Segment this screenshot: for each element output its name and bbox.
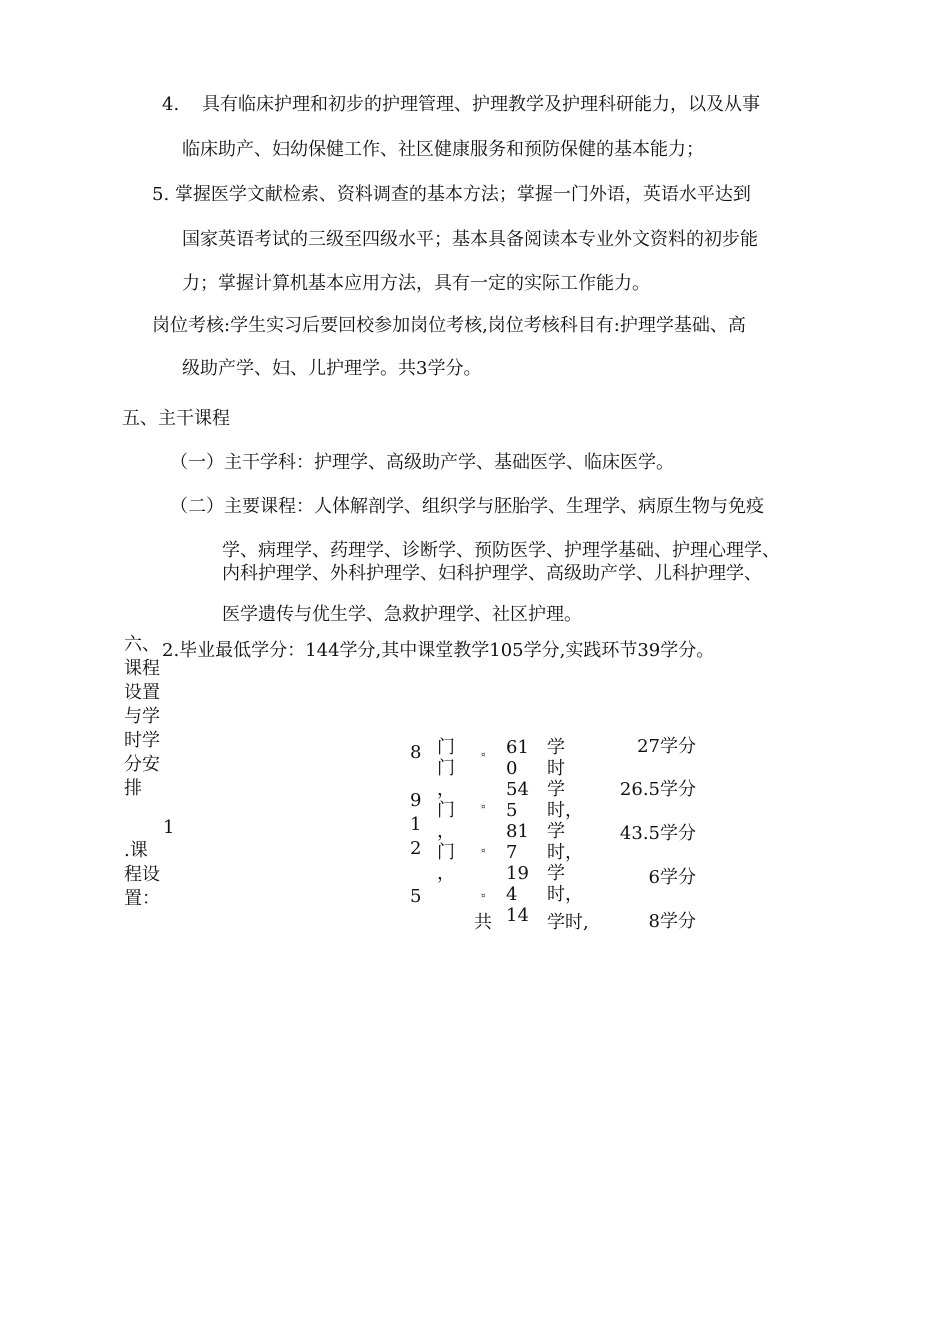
- section5-sub2-line3: 内科护理学、外科护理学、妇科护理学、高级助产学、儿科护理学、: [222, 563, 762, 584]
- course-time-unit-column: 学 时 学 时， 学 时， 学 时，: [547, 737, 583, 905]
- total-unit: 学时,: [547, 912, 589, 933]
- req5-line3: 力；掌握计算机基本应用方法，具有一定的实际工作能力。: [182, 273, 650, 294]
- exam-line1: 岗位考核:学生实习后要回校参加岗位考核,岗位考核科目有:护理学基础、高: [152, 315, 746, 336]
- credits-row-2: 26.5学分: [619, 779, 696, 800]
- section5-sub1: （一）主干学科：护理学、高级助产学、基础医学、临床医学。: [170, 452, 674, 473]
- dot-mark: ¤: [481, 892, 486, 900]
- credits-row-1: 27学分: [637, 736, 696, 757]
- exam-line2: 级助产学、妇、儿护理学。共3学分。: [182, 358, 482, 379]
- section6-title-vertical: 六、 课程 设置 与学 时学 分安 排: [124, 634, 160, 799]
- section6-sub1-label: .课 程设 置：: [124, 840, 160, 909]
- req5-line2: 国家英语考试的三级至四级水平；基本具备阅读本专业外文资料的初步能: [182, 229, 758, 250]
- section6-sub1-number: 1: [163, 817, 175, 838]
- section5-title: 五、主干课程: [122, 408, 230, 429]
- course-counts-column: 8 9 1 2 5: [410, 742, 422, 907]
- dot-mark: ¤: [481, 803, 486, 811]
- section5-sub2-line1: （二）主要课程：人体解剖学、组织学与胚胎学、生理学、病原生物与免疫: [170, 496, 764, 517]
- dot-mark: ¤: [481, 751, 486, 759]
- req4-number: 4.: [162, 94, 180, 115]
- req5-line1: 5. 掌握医学文献检索、资料调查的基本方法；掌握一门外语，英语水平达到: [152, 184, 751, 205]
- course-unit-column: 门 门 ， 门 ， 门 ，: [437, 737, 455, 884]
- req4-line2: 临床助产、妇幼保健工作、社区健康服务和预防保健的基本能力；: [182, 139, 704, 160]
- section6-graduation-credits: 2.毕业最低学分：144学分,其中课堂教学105学分,实践环节39学分。: [162, 640, 715, 661]
- section5-sub2-line2: 学、病理学、药理学、诊断学、预防医学、护理学基础、护理心理学、: [222, 540, 780, 561]
- dot-mark: ¤: [481, 847, 486, 855]
- total-label: 共: [474, 912, 492, 933]
- req4-line1: 具有临床护理和初步的护理管理、护理教学及护理科研能力，以及从事: [202, 94, 760, 115]
- credits-row-5: 8学分: [648, 911, 696, 932]
- section5-sub2-line4: 医学遗传与优生学、急救护理学、社区护理。: [222, 604, 582, 625]
- credits-row-3: 43.5学分: [619, 823, 696, 844]
- credits-row-4: 6学分: [648, 867, 696, 888]
- course-hours-column: 61 0 54 5 81 7 19 4 14: [506, 737, 529, 926]
